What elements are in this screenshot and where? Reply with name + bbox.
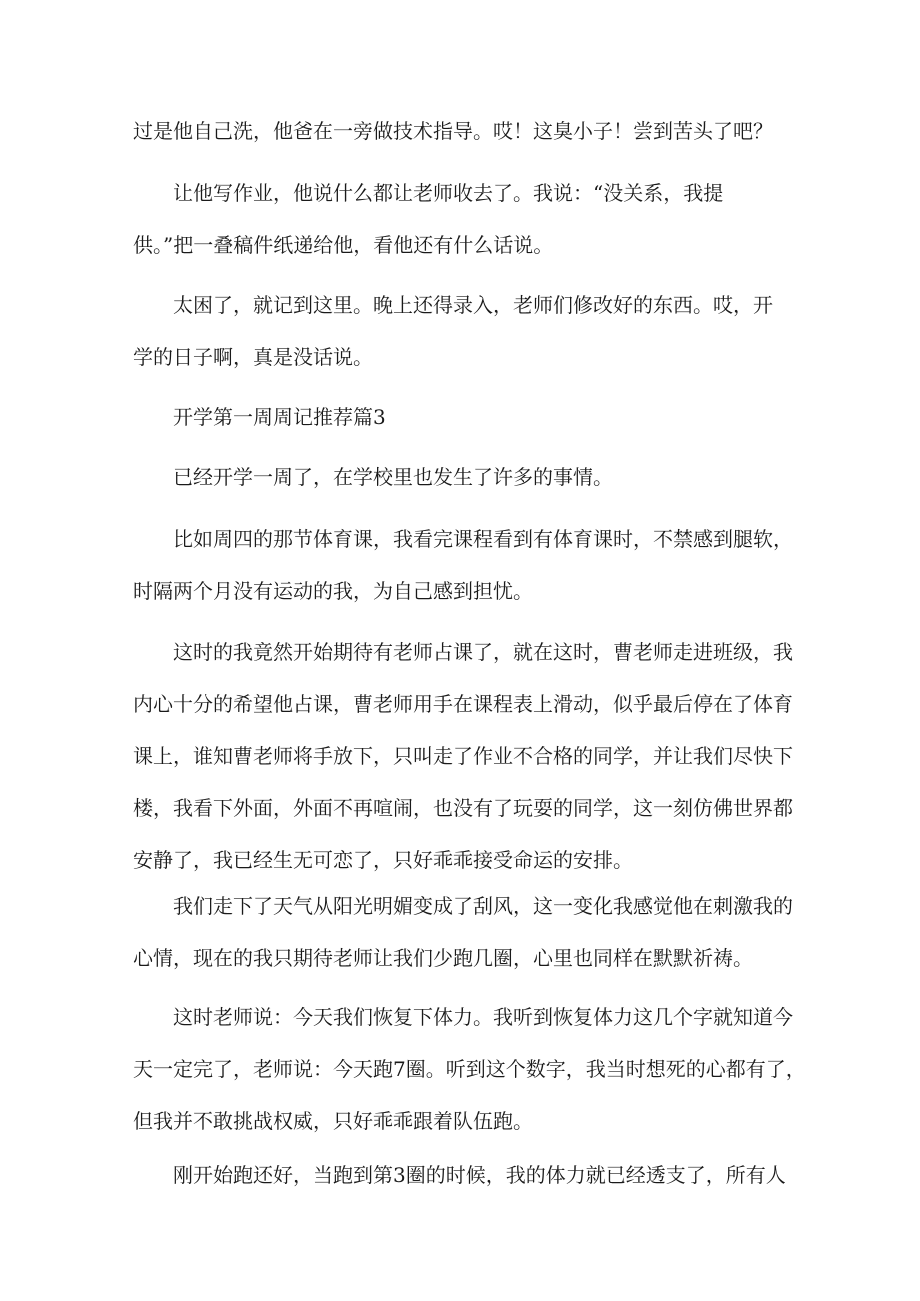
paragraph-3 bbox=[133, 279, 773, 383]
text-line: 供。”把一叠稿件纸递给他，看他还有什么话说。 bbox=[133, 233, 554, 257]
heading-line: 开学第一周周记推荐篇3 bbox=[133, 405, 386, 429]
text-line: 已经开学一周了，在学校里也发生了许多的事情。 bbox=[133, 465, 613, 489]
paragraph-8 bbox=[133, 880, 793, 984]
text-line: 但我并不敢挑战权威，只好乖乖跟着队伍跑。 bbox=[133, 1109, 533, 1133]
text-line: 心情，现在的我只期待老师让我们少跑几圈，心里也同样在默默祈祷。 bbox=[133, 946, 753, 970]
text-line: 学的日子啊，真是没话说。 bbox=[133, 345, 373, 369]
text-line: 刚开始跑还好，当跑到第3圈的时候，我的体力就已经透支了，所有人 bbox=[133, 1163, 786, 1187]
text-line: 内心十分的希望他占课，曹老师用手在课程表上滑动，似乎最后停在了体育 bbox=[133, 692, 793, 716]
text-line: 天一定完了，老师说：今天跑7圈。听到这个数字，我当时想死的心都有了， bbox=[133, 1057, 806, 1081]
paragraph-2 bbox=[133, 167, 723, 271]
text-line: 太困了，就记到这里。晚上还得录入，老师们修改好的东西。哎，开 bbox=[133, 293, 773, 317]
text-line: 让他写作业，他说什么都让老师收去了。我说：“没关系，我提 bbox=[133, 181, 724, 205]
text-line: 时隔两个月没有运动的我，为自己感到担忧。 bbox=[133, 579, 533, 603]
text-line: 课上，谁知曹老师将手放下，只叫走了作业不合格的同学，并让我们尽快下 bbox=[133, 744, 793, 768]
paragraph-7 bbox=[133, 626, 793, 886]
paragraph-5 bbox=[133, 451, 613, 503]
text-line: 过是他自己洗，他爸在一旁做技术指导。哎！这臭小子！尝到苦头了吧？ bbox=[133, 119, 773, 143]
text-line: 这时的我竟然开始期待有老师占课了，就在这时，曹老师走进班级，我 bbox=[133, 640, 793, 664]
paragraph-10 bbox=[133, 1149, 786, 1201]
paragraph-9 bbox=[133, 991, 806, 1147]
text-line: 这时老师说：今天我们恢复下体力。我听到恢复体力这几个字就知道今 bbox=[133, 1005, 793, 1029]
text-line: 安静了，我已经生无可恋了，只好乖乖接受命运的安排。 bbox=[133, 848, 633, 872]
paragraph-1 bbox=[133, 105, 773, 157]
section-heading bbox=[133, 391, 386, 443]
text-line: 楼，我看下外面，外面不再喧闹，也没有了玩耍的同学，这一刻仿佛世界都 bbox=[133, 796, 793, 820]
text-line: 我们走下了天气从阳光明媚变成了刮风，这一变化我感觉他在刺激我的 bbox=[133, 894, 793, 918]
text-line: 比如周四的那节体育课，我看完课程看到有体育课时，不禁感到腿软， bbox=[133, 527, 793, 551]
paragraph-6 bbox=[133, 513, 793, 617]
